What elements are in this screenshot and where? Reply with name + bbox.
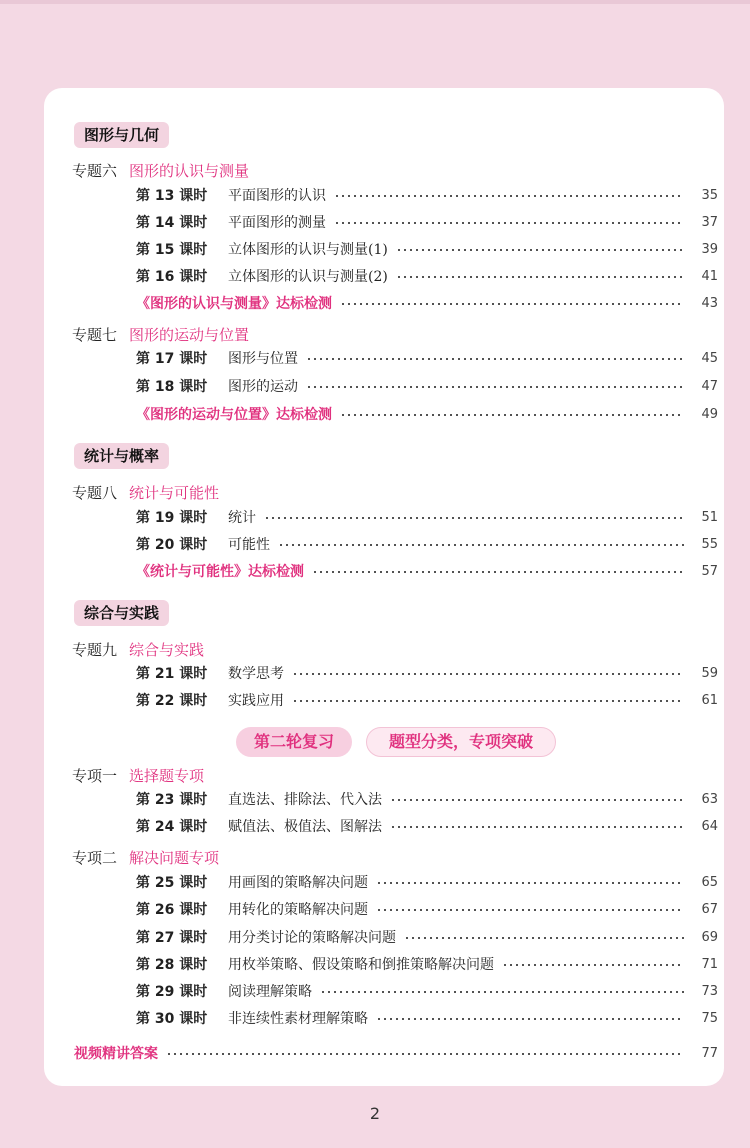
check-title: 《图形的认识与测量》达标检测: [136, 296, 332, 312]
lesson-number: 第 16 课时: [136, 269, 208, 285]
dot-leader: [376, 1018, 684, 1020]
toc-entry[interactable]: [136, 662, 718, 686]
entry-title: 图形的运动: [228, 379, 298, 395]
lesson-number: 第 14 课时: [136, 215, 208, 231]
dot-leader: [334, 195, 684, 197]
topic-heading: [72, 481, 219, 505]
dot-leader: [390, 799, 684, 801]
page-ref: 65: [701, 875, 718, 890]
lesson-number: 第 22 课时: [136, 693, 208, 709]
entry-title: 非连续性素材理解策略: [228, 1011, 368, 1027]
lesson-number: 第 13 课时: [136, 188, 208, 204]
topic-label: 专题八: [72, 484, 118, 502]
toc-entry[interactable]: [136, 238, 718, 262]
page-ref: 71: [701, 957, 718, 972]
entry-title: 用枚举策略、假设策略和倒推策略解决问题: [228, 957, 494, 973]
page-ref: 35: [701, 188, 718, 203]
entry-title: 直选法、排除法、代入法: [228, 792, 382, 808]
round-banner: [236, 727, 562, 757]
entry-title: 赋值法、极值法、图解法: [228, 819, 382, 835]
page-ref: 75: [701, 1011, 718, 1026]
topic-title[interactable]: 综合与实践: [129, 641, 205, 659]
round-subtitle: 题型分类，专项突破: [366, 727, 556, 757]
toc-entry[interactable]: [136, 184, 718, 208]
page-ref: 61: [701, 693, 718, 708]
dot-leader: [502, 964, 684, 966]
entry-title: 数学思考: [228, 666, 284, 682]
dot-leader: [166, 1053, 684, 1055]
dot-leader: [320, 991, 684, 993]
dot-leader: [396, 276, 684, 278]
page-ref: 69: [701, 930, 718, 945]
entry-title: 统计: [228, 510, 256, 526]
toc-entry[interactable]: [136, 375, 718, 399]
page-ref: 51: [701, 510, 718, 525]
entry-title: 图形与位置: [228, 351, 298, 367]
toc-entry[interactable]: [136, 689, 718, 713]
page-ref: 45: [701, 351, 718, 366]
topic-label: 专项一: [72, 767, 118, 785]
page-ref: 37: [701, 215, 718, 230]
page-ref: 77: [701, 1046, 718, 1061]
section-header-statistics: 统计与概率: [74, 443, 169, 469]
entry-title: 平面图形的测量: [228, 215, 326, 231]
entry-title: 立体图形的认识与测量(2): [228, 269, 388, 285]
toc-entry[interactable]: [136, 211, 718, 235]
dot-leader: [306, 358, 684, 360]
dot-leader: [376, 909, 684, 911]
topic-heading: [72, 764, 204, 788]
toc-entry[interactable]: [136, 898, 718, 922]
toc-entry-check[interactable]: [136, 560, 718, 584]
page-ref: 55: [701, 537, 718, 552]
page-ref: 57: [701, 564, 718, 579]
page-ref: 47: [701, 379, 718, 394]
lesson-number: 第 23 课时: [136, 792, 208, 808]
lesson-number: 第 29 课时: [136, 984, 208, 1000]
dot-leader: [334, 222, 684, 224]
toc-entry-check[interactable]: [136, 292, 718, 316]
toc-entry-check[interactable]: [136, 403, 718, 427]
page-ref: 59: [701, 666, 718, 681]
page-ref: 39: [701, 242, 718, 257]
dot-leader: [292, 700, 684, 702]
page-ref: 63: [701, 792, 718, 807]
round-label: 第二轮复习: [236, 727, 352, 757]
check-title: 《图形的运动与位置》达标检测: [136, 407, 332, 423]
topic-label: 专项二: [72, 849, 118, 867]
dot-leader: [340, 414, 684, 416]
page-ref: 73: [701, 984, 718, 999]
dot-leader: [278, 544, 684, 546]
lesson-number: 第 21 课时: [136, 666, 208, 682]
toc-entry[interactable]: [136, 980, 718, 1004]
topic-heading: [72, 846, 219, 870]
toc-entry[interactable]: [136, 788, 718, 812]
toc-entry[interactable]: [136, 926, 718, 950]
lesson-number: 第 19 课时: [136, 510, 208, 526]
entry-title: 用分类讨论的策略解决问题: [228, 930, 396, 946]
entry-title: 用转化的策略解决问题: [228, 902, 368, 918]
toc-entry[interactable]: [136, 1007, 718, 1031]
check-title: 《统计与可能性》达标检测: [136, 564, 304, 580]
dot-leader: [292, 673, 684, 675]
topic-heading: [72, 159, 249, 183]
dot-leader: [390, 826, 684, 828]
page-number: 2: [369, 1104, 381, 1123]
answers-entry[interactable]: [74, 1042, 718, 1066]
toc-entry[interactable]: [136, 347, 718, 371]
entry-title: 立体图形的认识与测量(1): [228, 242, 388, 258]
topic-heading: [72, 323, 249, 347]
toc-entry[interactable]: [136, 265, 718, 289]
topic-label: 专题七: [72, 326, 118, 344]
topic-title[interactable]: 选择题专项: [129, 767, 205, 785]
topic-label: 专题九: [72, 641, 118, 659]
lesson-number: 第 17 课时: [136, 351, 208, 367]
section-header-practice: 综合与实践: [74, 600, 169, 626]
section-header-geometry: 图形与几何: [74, 122, 169, 148]
dot-leader: [376, 882, 684, 884]
dot-leader: [396, 249, 684, 251]
page-ref: 64: [701, 819, 718, 834]
topic-title[interactable]: 解决问题专项: [129, 849, 220, 867]
topic-title[interactable]: 图形的认识与测量: [129, 162, 250, 180]
dot-leader: [404, 937, 684, 939]
lesson-number: 第 27 课时: [136, 930, 208, 946]
page-edge: [0, 0, 750, 4]
entry-title: 用画图的策略解决问题: [228, 875, 368, 891]
entry-title: 实践应用: [228, 693, 284, 709]
toc-entry[interactable]: [136, 815, 718, 839]
lesson-number: 第 15 课时: [136, 242, 208, 258]
lesson-number: 第 26 课时: [136, 902, 208, 918]
page-ref: 49: [701, 407, 718, 422]
toc-entry[interactable]: [136, 506, 718, 530]
lesson-number: 第 28 课时: [136, 957, 208, 973]
lesson-number: 第 24 课时: [136, 819, 208, 835]
dot-leader: [264, 517, 684, 519]
topic-label: 专题六: [72, 162, 118, 180]
topic-title[interactable]: 图形的运动与位置: [129, 326, 250, 344]
lesson-number: 第 30 课时: [136, 1011, 208, 1027]
topic-title[interactable]: 统计与可能性: [129, 484, 220, 502]
entry-title: 平面图形的认识: [228, 188, 326, 204]
lesson-number: 第 20 课时: [136, 537, 208, 553]
dot-leader: [306, 386, 684, 388]
topic-heading: [72, 638, 204, 662]
page-ref: 41: [701, 269, 718, 284]
entry-title: 可能性: [228, 537, 270, 553]
entry-title: 阅读理解策略: [228, 984, 312, 1000]
lesson-number: 第 25 课时: [136, 875, 208, 891]
page-ref: 43: [701, 296, 718, 311]
answers-title: 视频精讲答案: [74, 1046, 158, 1062]
toc-entry[interactable]: [136, 871, 718, 895]
toc-entry[interactable]: [136, 953, 718, 977]
page-ref: 67: [701, 902, 718, 917]
toc-entry[interactable]: [136, 533, 718, 557]
lesson-number: 第 18 课时: [136, 379, 208, 395]
dot-leader: [340, 303, 684, 305]
dot-leader: [312, 571, 684, 573]
